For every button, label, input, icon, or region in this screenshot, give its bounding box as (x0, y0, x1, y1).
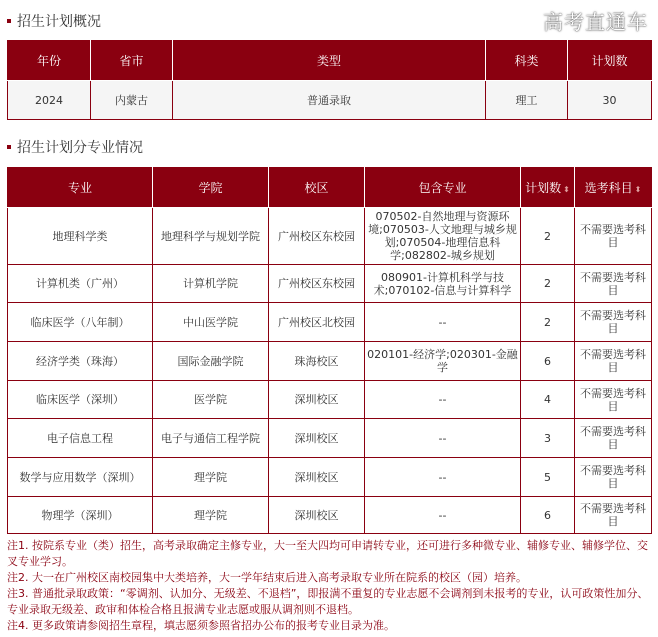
table-cell: 深圳校区 (269, 419, 365, 458)
notes (7, 538, 652, 634)
overview-table (7, 40, 652, 120)
table-cell: 广州校区东校园 (269, 208, 365, 265)
column-header: 科类 (486, 40, 568, 81)
note-item: 注1. 按院系专业（类）招生，高考录取确定主修专业，大一至大四均可申请转专业，还可进行多种微专业、辅修专业、辅修学位、交叉专业学习。 (7, 539, 648, 568)
watermark: 高考直通车 (543, 10, 648, 34)
header-label: 校区 (304, 180, 329, 195)
table-cell: 广州校区东校园 (269, 265, 365, 303)
table-row (8, 208, 652, 265)
table-cell: 070502-自然地理与资源环境;070503-人文地理与城乡规划;070504-地理信息科学;082802-城乡规划 (365, 208, 521, 265)
table-cell: 6 (521, 497, 575, 534)
table-cell: 内蒙古 (91, 81, 173, 120)
header-label: 选考科目 (584, 180, 633, 195)
table-cell: 2 (521, 303, 575, 342)
table-cell: 临床医学（深圳） (8, 381, 153, 419)
header-label: 计划数 (525, 180, 562, 195)
table-cell: 珠海校区 (269, 342, 365, 381)
table-cell: 080901-计算机科学与技术;070102-信息与计算科学 (365, 265, 521, 303)
bullet-icon (7, 19, 11, 23)
section-title-overview: 招生计划概况 (7, 11, 101, 31)
table-cell: 2024 (8, 81, 91, 120)
table-cell: -- (365, 381, 521, 419)
table-cell: 物理学（深圳） (8, 497, 153, 534)
table-cell: 3 (521, 419, 575, 458)
table-row (8, 419, 652, 458)
table-cell: 不需要选考科目 (575, 208, 652, 265)
bullet-icon (7, 145, 11, 149)
table-cell: 020101-经济学;020301-金融学 (365, 342, 521, 381)
table-cell: 不需要选考科目 (575, 381, 652, 419)
table-row (8, 381, 652, 419)
sort-icon[interactable]: ⬍ (634, 184, 642, 194)
note-item: 注2. 大一在广州校区南校园集中大类培养，大一学年结束后进入高考录取专业所在院系的校区（园）培养。 (7, 571, 527, 584)
table-cell: 不需要选考科目 (575, 497, 652, 534)
table-row (8, 265, 652, 303)
table-cell: 不需要选考科目 (575, 265, 652, 303)
table-cell: 深圳校区 (269, 458, 365, 497)
header-label: 包含专业 (418, 180, 467, 195)
table-row (8, 81, 652, 120)
table-cell: 中山医学院 (153, 303, 269, 342)
table-cell: 理学院 (153, 497, 269, 534)
table-row (8, 497, 652, 534)
column-header: 计划数 (568, 40, 652, 81)
sort-icon[interactable]: ⬍ (563, 184, 570, 194)
table-row (8, 342, 652, 381)
column-header (8, 167, 153, 208)
column-header (269, 167, 365, 208)
column-header: 年份 (8, 40, 91, 81)
table-cell: 理工 (486, 81, 568, 120)
table-cell: 广州校区北校园 (269, 303, 365, 342)
table-cell: 不需要选考科目 (575, 342, 652, 381)
table-cell: 计算机类（广州） (8, 265, 153, 303)
table-cell: 地理科学与规划学院 (153, 208, 269, 265)
table-cell: 国际金融学院 (153, 342, 269, 381)
table-cell: 深圳校区 (269, 381, 365, 419)
table-cell: 理学院 (153, 458, 269, 497)
table-cell: -- (365, 303, 521, 342)
table-cell: -- (365, 458, 521, 497)
table-row (8, 303, 652, 342)
table-cell: 不需要选考科目 (575, 303, 652, 342)
table-cell: 数学与应用数学（深圳） (8, 458, 153, 497)
table-cell: 不需要选考科目 (575, 458, 652, 497)
table-cell: 电子与通信工程学院 (153, 419, 269, 458)
table-cell: 6 (521, 342, 575, 381)
table-cell: 深圳校区 (269, 497, 365, 534)
table-cell: -- (365, 497, 521, 534)
table-cell: 5 (521, 458, 575, 497)
note-item: 注3. 普通批录取政策：“零调剂、认加分、无级差、不退档”，即报满不重复的专业志愿不会调剂到未报考的专业，认可政策性加分、专业录取无级差、政审和体检合格且报满专业志愿或服从调剂则不退档。 (7, 587, 649, 616)
table-cell: 地理科学类 (8, 208, 153, 265)
table-cell: 经济学类（珠海） (8, 342, 153, 381)
table-cell: 不需要选考科目 (575, 419, 652, 458)
table-row (8, 458, 652, 497)
column-header (365, 167, 521, 208)
table-cell: 4 (521, 381, 575, 419)
note-item: 注4. 更多政策请参阅招生章程，填志愿须参照省招办公布的报考专业目录为准。 (7, 619, 395, 632)
table-cell: 2 (521, 265, 575, 303)
table-cell: 计算机学院 (153, 265, 269, 303)
table-cell: 普通录取 (173, 81, 486, 120)
header-label: 专业 (67, 180, 92, 195)
table-cell: 医学院 (153, 381, 269, 419)
column-header[interactable] (575, 167, 652, 208)
header-label: 学院 (198, 180, 223, 195)
section-title-majors: 招生计划分专业情况 (7, 137, 143, 157)
table-cell: 临床医学（八年制） (8, 303, 153, 342)
column-header: 省市 (91, 40, 173, 81)
table-cell: 2 (521, 208, 575, 265)
table-cell: 30 (568, 81, 652, 120)
table-cell: -- (365, 419, 521, 458)
majors-table (7, 167, 652, 534)
column-header[interactable] (521, 167, 575, 208)
column-header: 类型 (173, 40, 486, 81)
table-cell: 电子信息工程 (8, 419, 153, 458)
column-header (153, 167, 269, 208)
